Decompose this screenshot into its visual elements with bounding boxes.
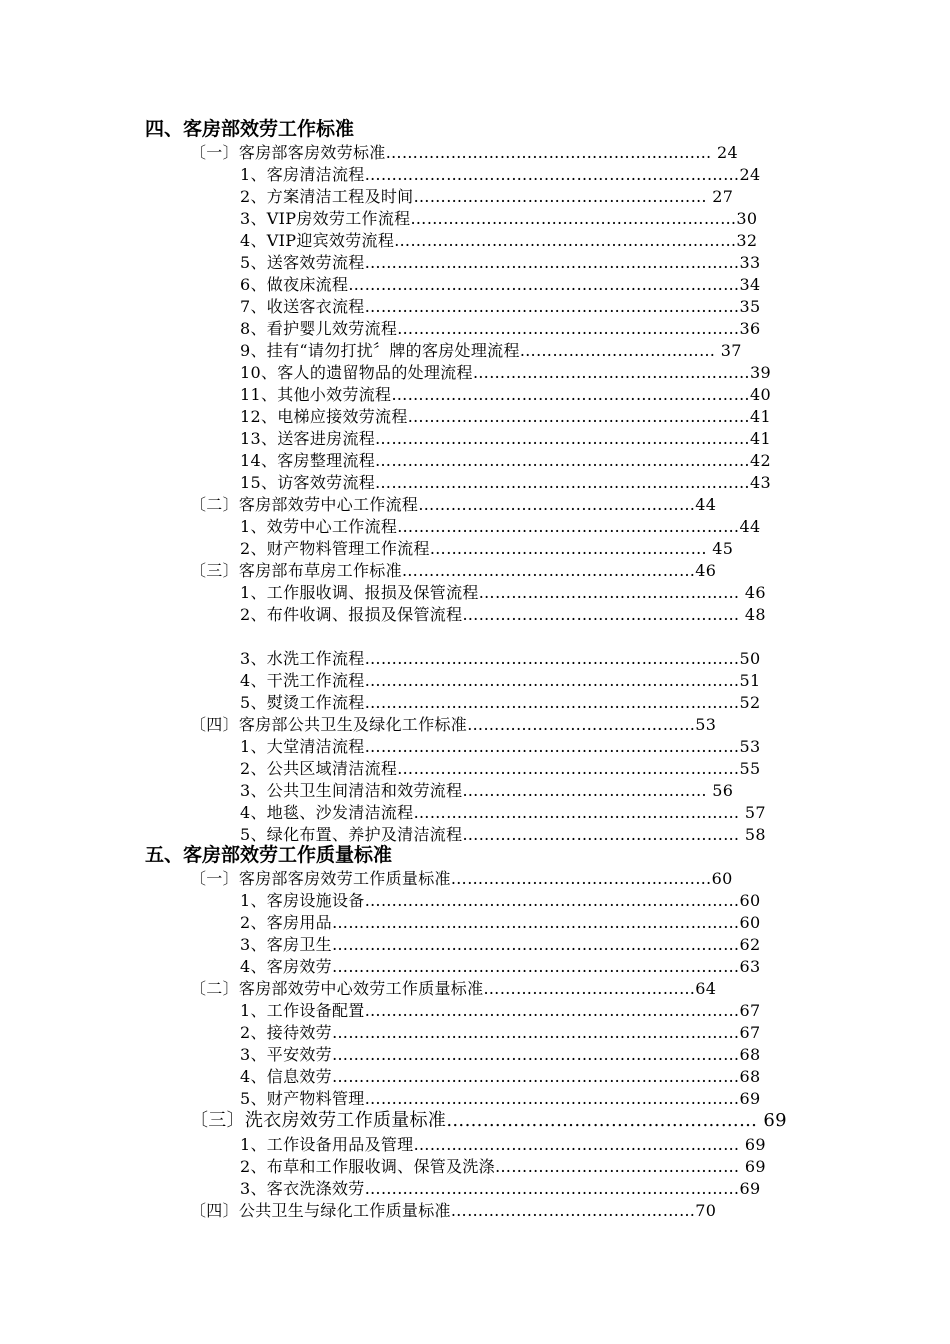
- toc-entry: 1、工作设备用品及管理…………………………………………………… 69: [240, 1135, 766, 1154]
- toc-entry: 6、做夜床流程………………………………………………………………34: [240, 275, 761, 294]
- toc-entry: 4、客房效劳…………………………………………………………………63: [240, 957, 761, 976]
- toc-entry: 2、接待效劳…………………………………………………………………67: [240, 1023, 761, 1042]
- toc-entry: 3、平安效劳…………………………………………………………………68: [240, 1045, 761, 1064]
- toc-entry: 14、客房整理流程……………………………………………………………42: [240, 451, 771, 470]
- toc-entry: 5、绿化布置、养护及清洁流程…………………………………………… 58: [240, 825, 766, 844]
- toc-entry: 2、布草和工作服收调、保管及洗涤……………………………………… 69: [240, 1157, 766, 1176]
- toc-entry: 2、公共区域清洁流程………………………………………………………55: [240, 759, 761, 778]
- toc-entry: 1、效劳中心工作流程………………………………………………………44: [240, 517, 761, 536]
- toc-entry: 3、客房卫生…………………………………………………………………62: [240, 935, 761, 954]
- toc-entry: 〔三〕客房部布草房工作标准………………………………………………46: [190, 561, 717, 580]
- toc-entry: 5、送客效劳流程……………………………………………………………33: [240, 253, 761, 272]
- toc-entry: 8、看护婴儿效劳流程………………………………………………………36: [240, 319, 761, 338]
- toc-entry: 3、公共卫生间清洁和效劳流程……………………………………… 56: [240, 781, 734, 800]
- toc-entry: 5、熨烫工作流程……………………………………………………………52: [240, 693, 761, 712]
- toc-entry: 1、客房清洁流程……………………………………………………………24: [240, 165, 761, 184]
- toc-entry: 4、地毯、沙发清洁流程…………………………………………………… 57: [240, 803, 766, 822]
- toc-entry: 〔二〕客房部效劳中心工作流程……………………………………………44: [190, 495, 717, 514]
- toc-entry: 〔四〕公共卫生与绿化工作质量标准………………………………………70: [190, 1201, 717, 1220]
- toc-entry: 3、水洗工作流程……………………………………………………………50: [240, 649, 761, 668]
- toc-entry: 15、访客效劳流程……………………………………………………………43: [240, 473, 771, 492]
- toc-entry: 10、客人的遗留物品的处理流程……………………………………………39: [240, 363, 771, 382]
- toc-entry: 1、客房设施设备……………………………………………………………60: [240, 891, 761, 910]
- toc-entry: 1、工作设备配置……………………………………………………………67: [240, 1001, 761, 1020]
- toc-entry: 2、客房用品…………………………………………………………………60: [240, 913, 761, 932]
- toc-entry: 3、VIP房效劳工作流程……………………………………………………30: [240, 209, 758, 228]
- toc-entry: 2、财产物料管理工作流程…………………………………………… 45: [240, 539, 734, 558]
- toc-entry: 4、VIP迎宾效劳流程………………………………………………………32: [240, 231, 758, 250]
- toc-entry: 13、送客进房流程……………………………………………………………41: [240, 429, 771, 448]
- toc-entry: 〔一〕客房部客房效劳标准…………………………………………………… 24: [190, 143, 738, 162]
- toc-entry: 4、干洗工作流程……………………………………………………………51: [240, 671, 761, 690]
- toc-entry: 2、布件收调、报损及保管流程…………………………………………… 48: [240, 605, 766, 624]
- toc-entry: 〔二〕客房部效劳中心效劳工作质量标准…………………………………64: [190, 979, 717, 998]
- toc-entry: 4、信息效劳…………………………………………………………………68: [240, 1067, 761, 1086]
- toc-entry: 〔四〕客房部公共卫生及绿化工作标准……………………………………53: [190, 715, 717, 734]
- toc-entry: 7、收送客衣流程……………………………………………………………35: [240, 297, 761, 316]
- toc-entry: 12、电梯应接效劳流程………………………………………………………41: [240, 407, 771, 426]
- toc-entry: 1、工作服收调、报损及保管流程………………………………………… 46: [240, 583, 766, 602]
- toc-entry: 11、其他小效劳流程…………………………………………………………40: [240, 385, 771, 404]
- toc-entry: 3、客衣洗涤效劳……………………………………………………………69: [240, 1179, 761, 1198]
- toc-entry: 〔三〕洗衣房效劳工作质量标准…………………………………………… 69: [190, 1110, 787, 1131]
- toc-entry: 9、挂有“请勿打扰〞牌的客房处理流程……………………………… 37: [240, 341, 742, 360]
- toc-entry: 5、财产物料管理……………………………………………………………69: [240, 1089, 761, 1108]
- toc-entry: 〔一〕客房部客房效劳工作质量标准…………………………………………60: [190, 869, 733, 888]
- toc-entry: 1、大堂清洁流程……………………………………………………………53: [240, 737, 761, 756]
- section-heading: 五、客房部效劳工作质量标准: [145, 844, 393, 866]
- section-heading: 四、客房部效劳工作标准: [145, 118, 355, 140]
- toc-entry: 2、方案清洁工程及时间……………………………………………… 27: [240, 187, 734, 206]
